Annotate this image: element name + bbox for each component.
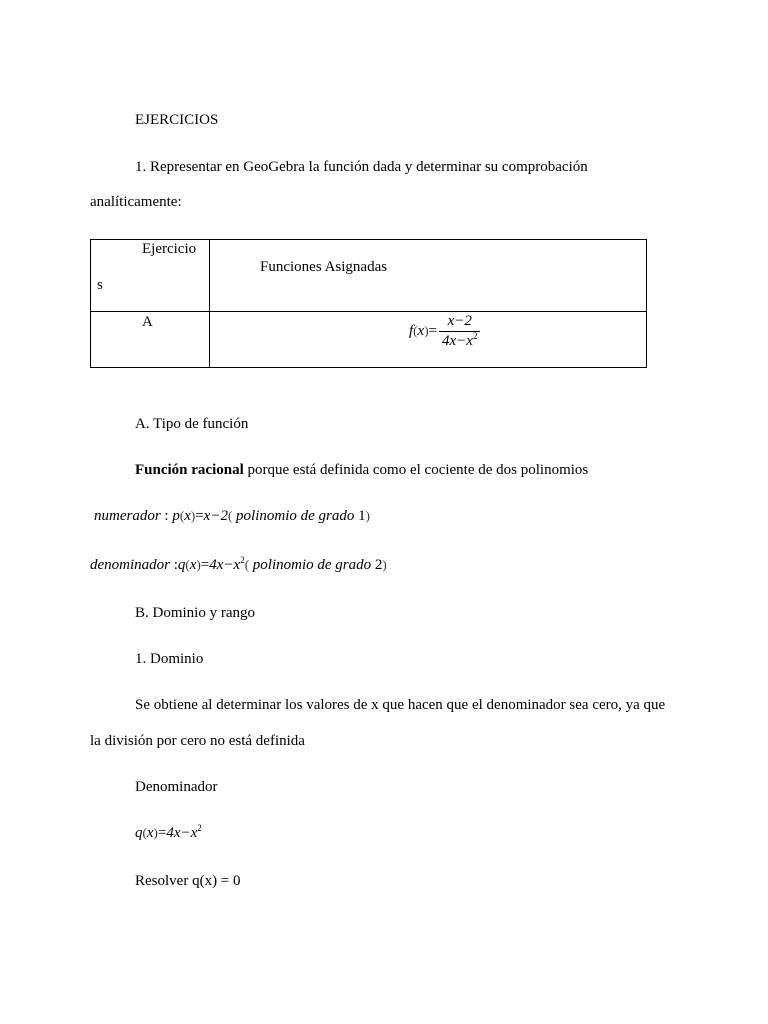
- funcion-racional-rest: porque está definida como el cociente de dos polinomios: [243, 462, 589, 478]
- dominio-subtitle: 1. Dominio: [135, 651, 204, 667]
- section-b-title: B. Dominio y rango: [135, 605, 255, 621]
- function-name: f: [409, 322, 414, 339]
- function-fraction: [439, 313, 480, 350]
- row-a-function-formula: f(x)= $\frac{x-2}{4x-x^2}$: [409, 313, 480, 350]
- fraction-denominator: $4x-x^2$: [442, 331, 478, 349]
- numerador-formula: numerador : p(x)=x−2( polinomio de grado 1): [94, 508, 370, 524]
- denominador-label: Denominador: [135, 779, 218, 795]
- resolver-line: Resolver q(x) = 0: [135, 873, 241, 889]
- fraction-numerator: x−2: [439, 313, 480, 332]
- table-row-divider: [91, 311, 646, 312]
- section-a-title: A. Tipo de función: [135, 416, 249, 432]
- header-ejercicios-part2: s: [97, 277, 103, 293]
- dominio-paragraph-line-1: Se obtiene al determinar los valores de x que hacen que el denominador sea cero, ya que: [135, 697, 666, 713]
- denominador-formula: denominador $:q(x)=4x-x^2$( polinomio de grado 2): [90, 555, 387, 573]
- heading: EJERCICIOS: [135, 112, 219, 128]
- instruction-line-1: 1. Representar en GeoGebra la función dada y determinar su comprobación: [135, 159, 588, 175]
- section-a-paragraph: [135, 461, 588, 479]
- header-ejercicios-part1: Ejercicio: [142, 241, 197, 257]
- row-a-label: A: [142, 314, 153, 330]
- header-funciones-asignadas: Funciones Asignadas: [260, 259, 388, 275]
- funcion-racional-bold: Función racional: [135, 462, 244, 478]
- q-formula: $q(x)=4x-x^2$: [135, 823, 202, 841]
- equals-sign: =: [428, 322, 437, 339]
- instruction-line-2: analíticamente:: [90, 194, 182, 210]
- table-column-divider: [209, 240, 210, 367]
- functions-table: [90, 239, 647, 368]
- function-var: x: [417, 322, 425, 339]
- dominio-paragraph-line-2: la división por cero no está definida: [90, 733, 305, 749]
